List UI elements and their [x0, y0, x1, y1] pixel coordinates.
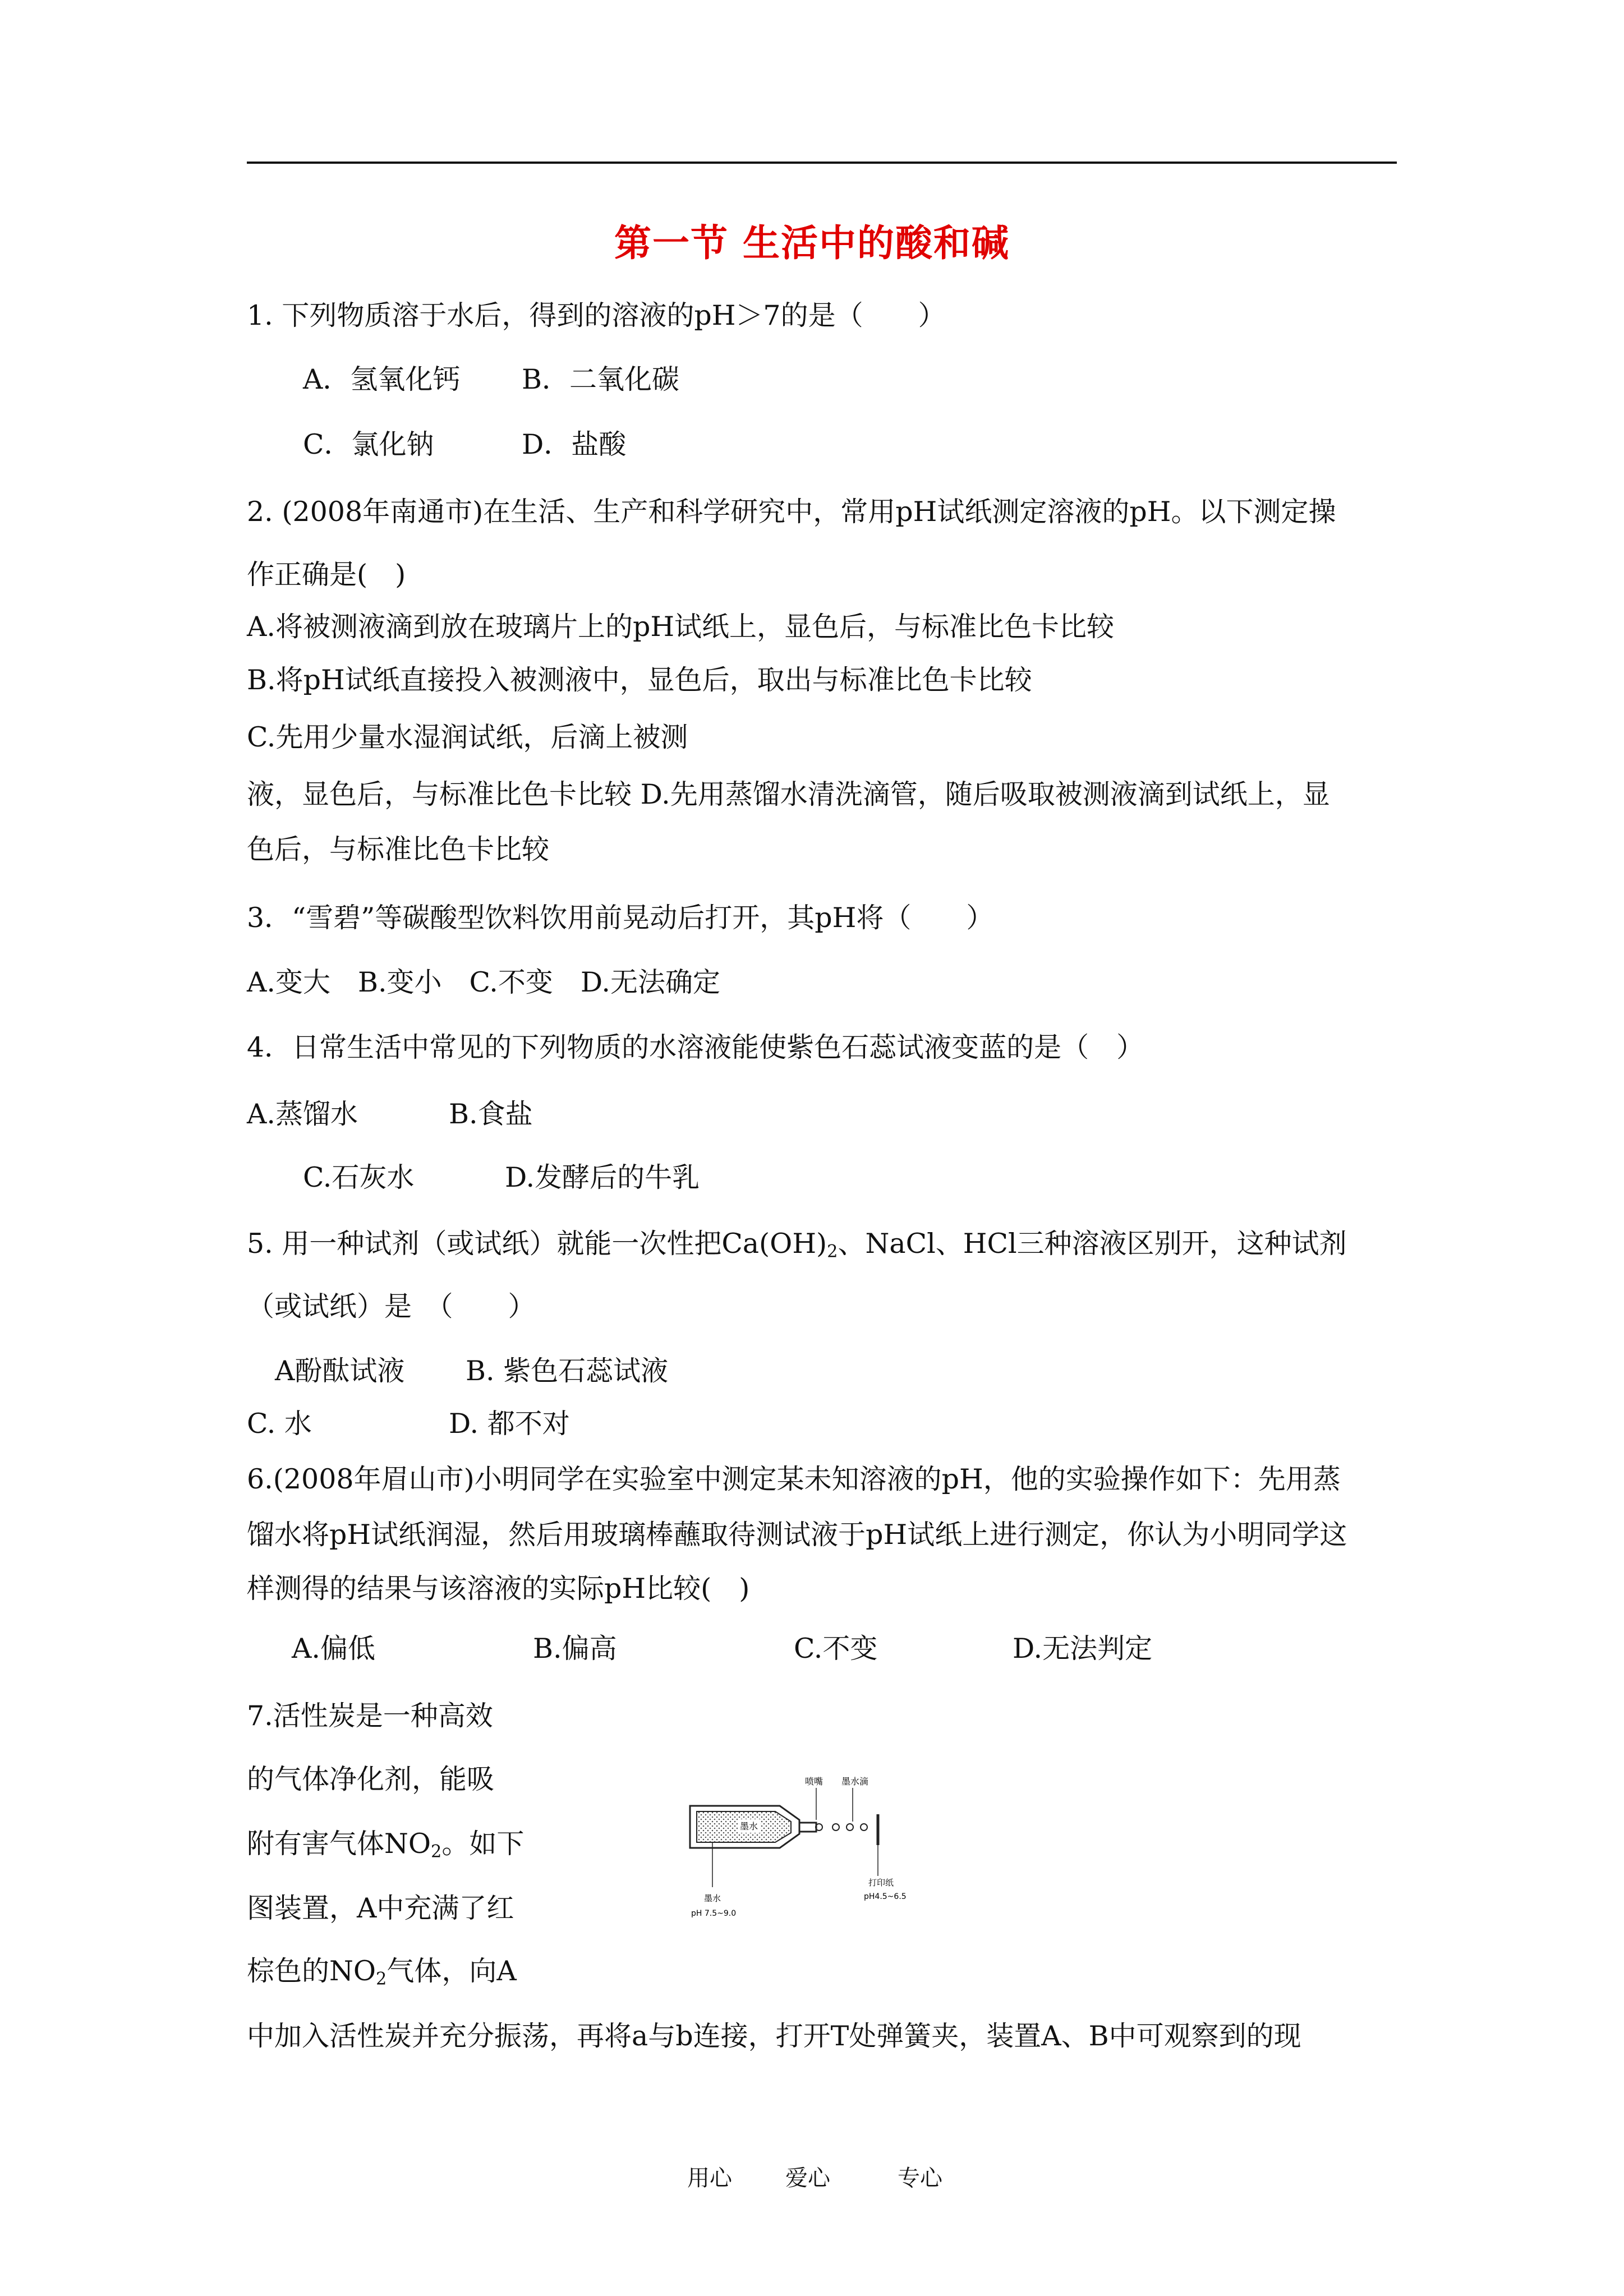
label-ink-drop: 墨水滴 [841, 1776, 869, 1787]
q6-line-2: 馏水将pH试纸润湿，然后用玻璃棒蘸取待测试液于pH试纸上进行测定，你认为小明同学这 [247, 1519, 1347, 1551]
q2-option-a: A.将被测液滴到放在玻璃片上的pH试纸上，显色后，与标准比色卡比较 [247, 611, 1115, 643]
q1-option-a: A．氢氧化钙 [303, 363, 461, 395]
q4-option-a: A.蒸馏水 [247, 1098, 358, 1130]
q6-option-d: D.无法判定 [1013, 1633, 1153, 1665]
q4-option-b: B.食盐 [449, 1098, 533, 1130]
footer-word-2: 爱心 [785, 2165, 830, 2191]
label-ink: 墨水 [704, 1893, 721, 1903]
ink-drop-3 [861, 1824, 867, 1831]
q2-line-2: 作正确是( ) [247, 559, 406, 591]
page-title: 第一节 生活中的酸和碱 [614, 222, 1010, 265]
q7-line-6: 中加入活性炭并充分振荡，再将a与b连接，打开T处弹簧夹，装置A、B中可观察到的现 [247, 2020, 1301, 2052]
inkjet-printer-diagram [684, 1767, 931, 1952]
q5-subscript: 2 [827, 1242, 838, 1262]
q2-option-b: B.将pH试纸直接投入被测液中，显色后，取出与标准比色卡比较 [247, 664, 1032, 696]
q1-option-b: B．二氧化碳 [522, 363, 680, 395]
q1-option-c: C．氯化钠 [303, 428, 434, 460]
q6-line-3: 样测得的结果与该溶液的实际pH比较( ) [247, 1573, 750, 1605]
q4-option-d: D.发酵后的牛乳 [505, 1161, 700, 1193]
q5-line-1-post: 、NaCl、HCl三种溶液区别开，这种试剂 [838, 1228, 1347, 1260]
header-rule [247, 162, 1397, 164]
ink-drop-1 [832, 1824, 839, 1831]
q3-options: A.变大 B.变小 C.不变 D.无法确定 [247, 966, 720, 998]
label-paper: 打印纸 [868, 1878, 894, 1888]
q7-line-3 [247, 1828, 525, 1862]
q6-option-b: B.偏高 [533, 1633, 617, 1665]
nozzle [799, 1823, 816, 1832]
q5-option-b: B. 紫色石蕊试液 [466, 1355, 669, 1387]
footer-word-3: 专心 [898, 2165, 942, 2191]
q7-line-5-post: 气体，向A [387, 1955, 517, 1987]
q5-option-a: A酚酞试液 [275, 1355, 405, 1387]
q7-line-3-post: 。如下 [441, 1828, 525, 1860]
q3-stem: 3．“雪碧”等碳酸型饮料饮用前晃动后打开，其pH将（ ） [247, 902, 994, 934]
q7-line-5-subscript: 2 [376, 1969, 387, 1989]
q1-option-d: D．盐酸 [522, 428, 627, 460]
q7-line-4: 图装置，A中充满了红 [247, 1892, 514, 1924]
q7-line-5 [247, 1955, 517, 1989]
q6-option-a: A.偏低 [292, 1633, 375, 1665]
q2-line-1: 2. (2008年南通市)在生活、生产和科学研究中，常用pH试纸测定溶液的pH。以下测定操 [247, 496, 1336, 528]
q7-line-2: 的气体净化剂，能吸 [247, 1763, 495, 1795]
q6-option-c: C.不变 [794, 1633, 878, 1665]
inkjet-diagram-svg [684, 1767, 931, 1952]
q2-option-c-line-1: C.先用少量水湿润试纸，后滴上被测 [247, 721, 688, 753]
label-nozzle: 喷嘴 [805, 1776, 823, 1787]
label-paper-ph: pH4.5~6.5 [864, 1892, 907, 1901]
q5-option-d: D. 都不对 [449, 1408, 570, 1440]
q2-option-c-line-2: 液，显色后，与标准比色卡比较 D.先用蒸馏水清洗滴管，随后吸取被测液滴到试纸上，显 [247, 778, 1330, 810]
q5-option-c: C. 水 [247, 1408, 312, 1440]
q7-line-3-subscript: 2 [431, 1842, 442, 1862]
label-ink-ph: pH 7.5~9.0 [691, 1909, 737, 1918]
q1-stem: 1. 下列物质溶于水后，得到的溶液的pH＞7的是（ ） [247, 299, 946, 331]
q2-option-c-line-3: 色后，与标准比色卡比较 [247, 833, 550, 865]
q7-line-1: 7.活性炭是一种高效 [247, 1700, 493, 1732]
q4-option-c: C.石灰水 [303, 1161, 415, 1193]
q6-line-1: 6.(2008年眉山市)小明同学在实验室中测定某未知溶液的pH，他的实验操作如下：先用蒸 [247, 1463, 1341, 1495]
q7-line-5-pre: 棕色的NO [247, 1955, 376, 1987]
q5-line-2: （或试纸）是 （ ） [247, 1290, 536, 1322]
footer-word-1: 用心 [687, 2165, 732, 2191]
q4-stem: 4．日常生活中常见的下列物质的水溶液能使紫色石蕊试液变蓝的是（ ） [247, 1031, 1144, 1063]
ink-inside-label: 墨水 [739, 1821, 758, 1832]
q5-line-1 [247, 1228, 1347, 1262]
ink-drop-2 [846, 1824, 853, 1831]
q5-line-1-pre: 5. 用一种试剂（或试纸）就能一次性把Ca(OH) [247, 1228, 827, 1260]
q7-line-3-pre: 附有害气体NO [247, 1828, 431, 1860]
